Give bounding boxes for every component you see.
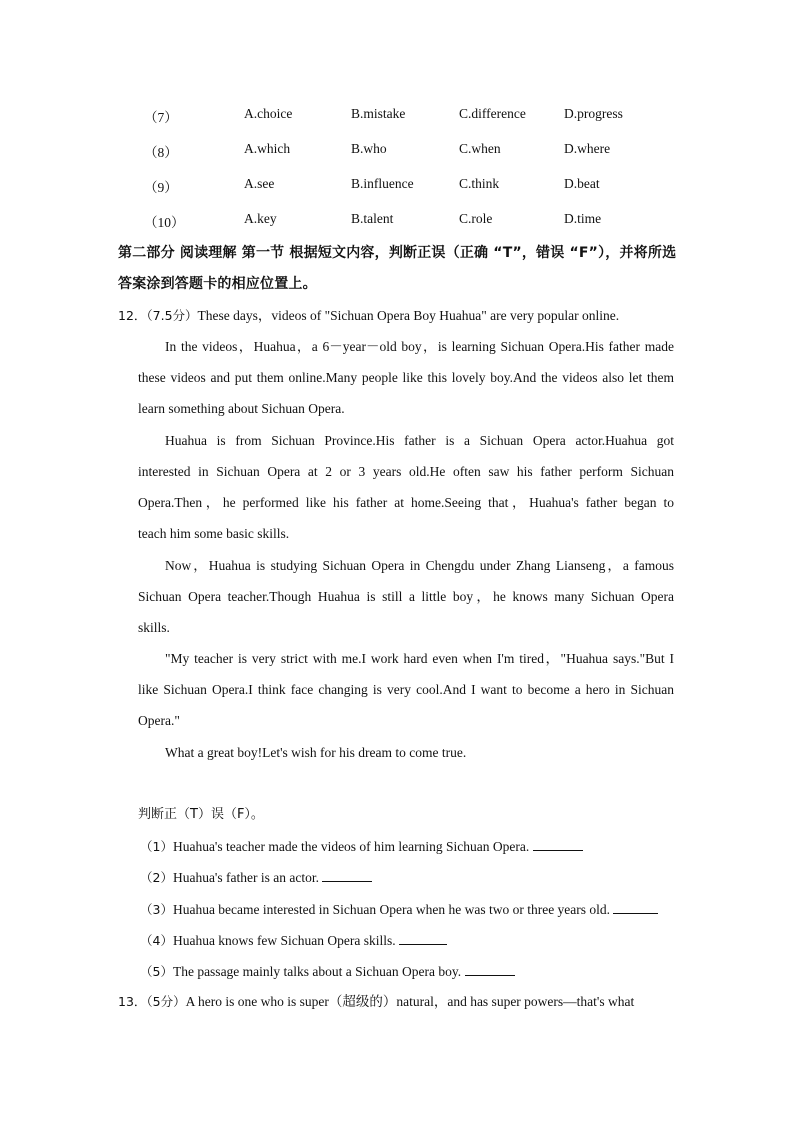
passage-p5: What a great boy!Let's wish for his dream to come true. [165, 745, 467, 760]
option-a: A.see [244, 176, 275, 191]
section-heading-line2: 答案涂到答题卡的相应位置上。 [118, 276, 317, 292]
statement-3 [140, 899, 658, 920]
answer-blank[interactable] [613, 899, 658, 914]
statement-text: The passage mainly talks about a Sichuan Opera boy. [172, 964, 462, 979]
question-13 [118, 992, 634, 1012]
statement-5 [140, 961, 515, 982]
passage-p1-line2: these videos and put them online.Many people like this lovely boy.And the videos also let them [138, 370, 674, 385]
option-b: B.talent [351, 211, 394, 226]
section-heading-line1: 第二部分 阅读理解 第一节 根据短文内容，判断正误（正确 “T”，错误 “F”），并将所选 [118, 245, 677, 261]
option-c: C.when [459, 141, 501, 156]
answer-blank[interactable] [533, 836, 583, 851]
option-number: （9） [144, 180, 178, 195]
option-row-8 [0, 141, 794, 161]
statement-number: （5） [140, 964, 173, 979]
question-13-text: A hero is one who is super（超级的）natural，and has super powers—that's what [185, 994, 635, 1009]
answer-blank[interactable] [465, 961, 515, 976]
option-d: D.time [564, 211, 602, 226]
option-d: D.progress [564, 106, 623, 121]
option-d: D.beat [564, 176, 600, 191]
option-b: B.who [351, 141, 387, 156]
statement-1 [140, 836, 583, 857]
statement-number: （3） [140, 902, 173, 917]
section-heading [118, 238, 678, 300]
statement-number: （4） [140, 933, 173, 948]
answer-blank[interactable] [322, 867, 372, 882]
option-b: B.mistake [351, 106, 406, 121]
question-12-intro-text: These days，videos of "Sichuan Opera Boy Huahua" are very popular online. [197, 308, 620, 323]
passage-p4-line2: like Sichuan Opera.I think face changing is very cool.And I want to become a hero in Sichuan [138, 682, 674, 697]
question-12-label: 12．（7.5分） [118, 308, 198, 323]
passage-p4-line1: "My teacher is very strict with me.I work hard even when I'm tired，"Huahua says."But I [165, 651, 674, 666]
statement-text: Huahua's father is an actor. [172, 870, 319, 885]
statement-text: Huahua's teacher made the videos of him learning Sichuan Opera. [172, 839, 530, 854]
passage-p2-line1: Huahua is from Sichuan Province.His father is a Sichuan Opera actor.Huahua got [165, 433, 674, 448]
option-d: D.where [564, 141, 611, 156]
option-row-7 [0, 106, 794, 126]
statement-2 [140, 867, 372, 888]
question-12-intro [118, 306, 619, 326]
passage-p1-line1: In the videos，Huahua，a 6－year－old boy，is learning Sichuan Opera.His father made [165, 339, 674, 354]
passage-p4-line3: Opera." [138, 713, 180, 728]
statement-4 [140, 930, 447, 951]
option-c: C.difference [459, 106, 526, 121]
option-number: （7） [144, 110, 178, 125]
passage-p1-line3: learn something about Sichuan Opera. [138, 401, 345, 416]
question-13-label: 13．（5分） [118, 994, 186, 1009]
statement-text: Huahua became interested in Sichuan Opera when he was two or three years old. [172, 902, 611, 917]
option-number: （8） [144, 145, 178, 160]
passage-p2-line4: teach him some basic skills. [138, 526, 290, 541]
option-b: B.influence [351, 176, 414, 191]
option-row-10 [0, 211, 794, 231]
statement-text: Huahua knows few Sichuan Opera skills. [172, 933, 396, 948]
passage-p3-line2: Sichuan Opera teacher.Though Huahua is still a little boy，he knows many Sichuan Opera [138, 589, 674, 604]
option-c: C.role [459, 211, 493, 226]
passage-p2-line2: interested in Sichuan Opera at 2 or 3 years old.He often saw his father perform Sichuan [138, 464, 674, 479]
passage-p3-line1: Now，Huahua is studying Sichuan Opera in Chengdu under Zhang Lianseng，a famous [165, 558, 674, 573]
passage-p3-line3: skills. [138, 620, 170, 635]
passage-p2-line3: Opera.Then，he performed like his father at home.Seeing that，Huahua's father began to [138, 495, 674, 510]
option-c: C.think [459, 176, 500, 191]
option-number: （10） [144, 215, 185, 230]
answer-blank[interactable] [399, 930, 447, 945]
statement-number: （1） [140, 839, 173, 854]
tf-instruction: 判断正（T）误（F）。 [138, 807, 264, 822]
statement-number: （2） [140, 870, 173, 885]
option-a: A.choice [244, 106, 293, 121]
option-row-9 [0, 176, 794, 196]
option-a: A.key [244, 211, 277, 226]
option-a: A.which [244, 141, 291, 156]
